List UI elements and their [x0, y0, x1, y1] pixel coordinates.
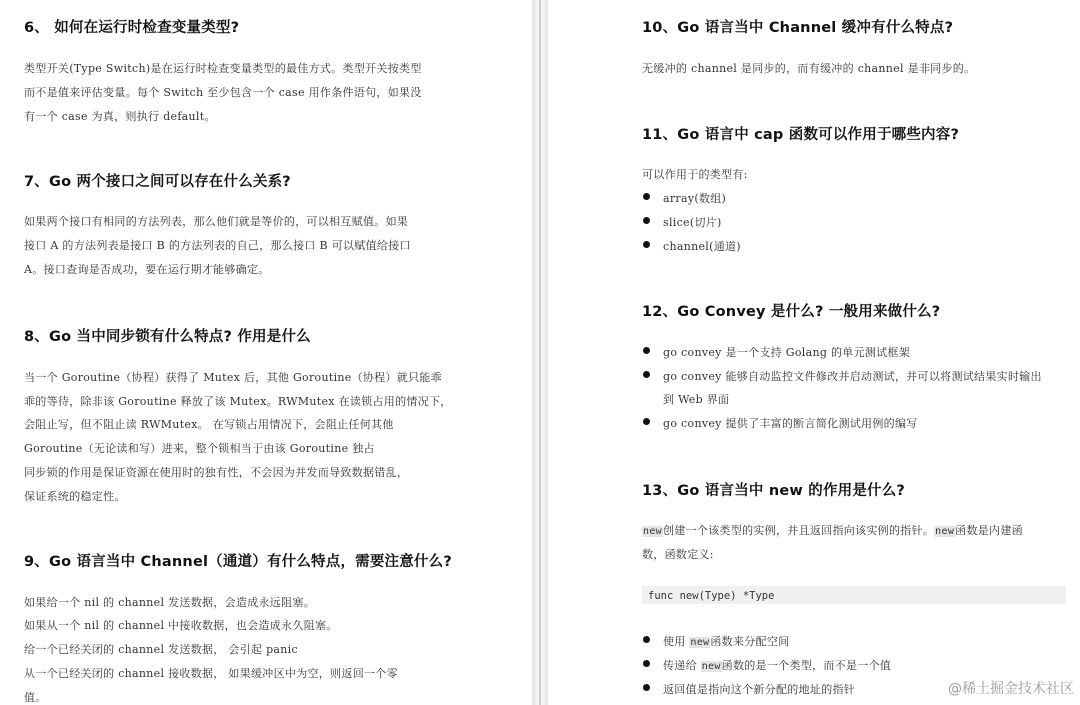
- page-divider: [539, 0, 541, 705]
- bullet-icon: [643, 684, 650, 691]
- q7-line-1: 如果两个接口有相同的方法列表，那么他们就是等价的，可以相互赋值。如果: [24, 215, 409, 228]
- q8-line-4: Goroutine（无论读和写）进来，整个锁相当于由该 Goroutine 独占: [24, 442, 375, 455]
- bullet-icon: [643, 418, 650, 425]
- q9-line-5: 值。: [24, 691, 47, 704]
- q13-line-1b: 函数是内建函: [955, 524, 1023, 537]
- q12-bullet-2: go convey 能够自动监控文件修改并启动测试，并可以将测试结果实时输出: [663, 370, 1042, 383]
- q11-intro: 可以作用于的类型有:: [642, 168, 748, 181]
- q11-bullet-1: array(数组): [663, 192, 727, 205]
- left-page: [0, 0, 532, 705]
- q9-line-3: 给一个已经关闭的 channel 发送数据， 会引起 panic: [24, 643, 298, 656]
- q6-line-3: 有一个 case 为真，则执行 default。: [24, 110, 216, 123]
- q11-bullet-2: slice(切片): [663, 216, 722, 229]
- keyword-new: new: [701, 661, 721, 672]
- q12-heading: 12、Go Convey 是什么? 一般用来做什么?: [642, 304, 941, 320]
- q13-line-1: [642, 522, 1023, 538]
- right-page: [548, 0, 1080, 705]
- keyword-new: new: [643, 526, 662, 537]
- q13-bullet-1: [663, 633, 789, 649]
- bullet-icon: [643, 636, 650, 643]
- q8-line-3: 会阻止写，但不阻止读 RWMutex。 在写锁占用情况下，会阻止任何其他: [24, 418, 394, 431]
- q6-heading: 6、 如何在运行时检查变量类型?: [24, 20, 240, 36]
- q7-heading: 7、Go 两个接口之间可以存在什么关系?: [24, 174, 291, 190]
- q13-line-2: 数，函数定义:: [642, 548, 714, 561]
- q11-bullet-3: channel(通道): [663, 240, 741, 253]
- bullet-icon: [643, 347, 650, 354]
- q9-line-1: 如果给一个 nil 的 channel 发送数据，会造成永远阻塞。: [24, 596, 316, 609]
- q13-bullet-1b: 函数来分配空间: [710, 635, 790, 648]
- q12-bullet-3: go convey 提供了丰富的断言简化测试用例的编写: [663, 417, 918, 430]
- q6-line-2: 而不是值来评估变量。每个 Switch 至少包含一个 case 用作条件语句，如果没: [24, 86, 422, 99]
- q8-line-5: 同步锁的作用是保证资源在使用时的独有性，不会因为并发而导致数据错乱，: [24, 466, 409, 479]
- q6-line-1: 类型开关(Type Switch)是在运行时检查变量类型的最佳方式。类型开关按类型: [24, 62, 422, 75]
- q13-bullet-2b: 函数的是一个类型，而不是一个值: [721, 659, 892, 672]
- q13-bullet-2: [663, 657, 891, 673]
- q8-line-6: 保证系统的稳定性。: [24, 490, 126, 503]
- q13-bullet-2a: 传递给: [663, 659, 701, 672]
- keyword-new: new: [690, 637, 710, 648]
- q13-bullet-1a: 使用: [663, 635, 690, 648]
- q10-heading: 10、Go 语言当中 Channel 缓冲有什么特点?: [642, 20, 954, 36]
- q9-heading: 9、Go 语言当中 Channel（通道）有什么特点，需要注意什么?: [24, 554, 452, 570]
- q9-line-4: 从一个已经关闭的 channel 接收数据， 如果缓冲区中为空，则返回一个零: [24, 667, 398, 680]
- bullet-icon: [643, 241, 650, 248]
- bullet-icon: [643, 660, 650, 667]
- q13-bullet-3: 返回值是指向这个新分配的地址的指针: [663, 683, 856, 696]
- watermark: @稀土掘金技术社区: [948, 681, 1074, 697]
- bullet-icon: [643, 193, 650, 200]
- q7-line-3: A。接口查询是否成功，要在运行期才能够确定。: [24, 263, 270, 276]
- q12-bullet-1: go convey 是一个支持 Golang 的单元测试框架: [663, 346, 911, 359]
- q8-line-1: 当一个 Goroutine（协程）获得了 Mutex 后，其他 Goroutine（协程）就只能乖: [24, 371, 442, 384]
- q10-line: 无缓冲的 channel 是同步的，而有缓冲的 channel 是非同步的。: [642, 62, 976, 75]
- code-signature: func new(Type) *Type: [648, 590, 775, 602]
- keyword-new: new: [935, 526, 955, 537]
- q13-heading: 13、Go 语言当中 new 的作用是什么?: [642, 483, 906, 499]
- q12-bullet-2-cont: 到 Web 界面: [663, 393, 730, 406]
- q7-line-2: 接口 A 的方法列表是接口 B 的方法列表的自己，那么接口 B 可以赋值给接口: [24, 239, 411, 252]
- q9-line-2: 如果从一个 nil 的 channel 中接收数据，也会造成永久阻塞。: [24, 619, 338, 632]
- bullet-icon: [643, 217, 650, 224]
- q13-line-1a: 创建一个该类型的实例，并且返回指向该实例的指针。: [662, 524, 935, 537]
- bullet-icon: [643, 371, 650, 378]
- q8-heading: 8、Go 当中同步锁有什么特点? 作用是什么: [24, 329, 311, 345]
- q11-heading: 11、Go 语言中 cap 函数可以作用于哪些内容?: [642, 127, 960, 143]
- q8-line-2: 乖的等待，除非该 Goroutine 释放了该 Mutex。RWMutex 在读锁占用的情况下，: [24, 395, 452, 408]
